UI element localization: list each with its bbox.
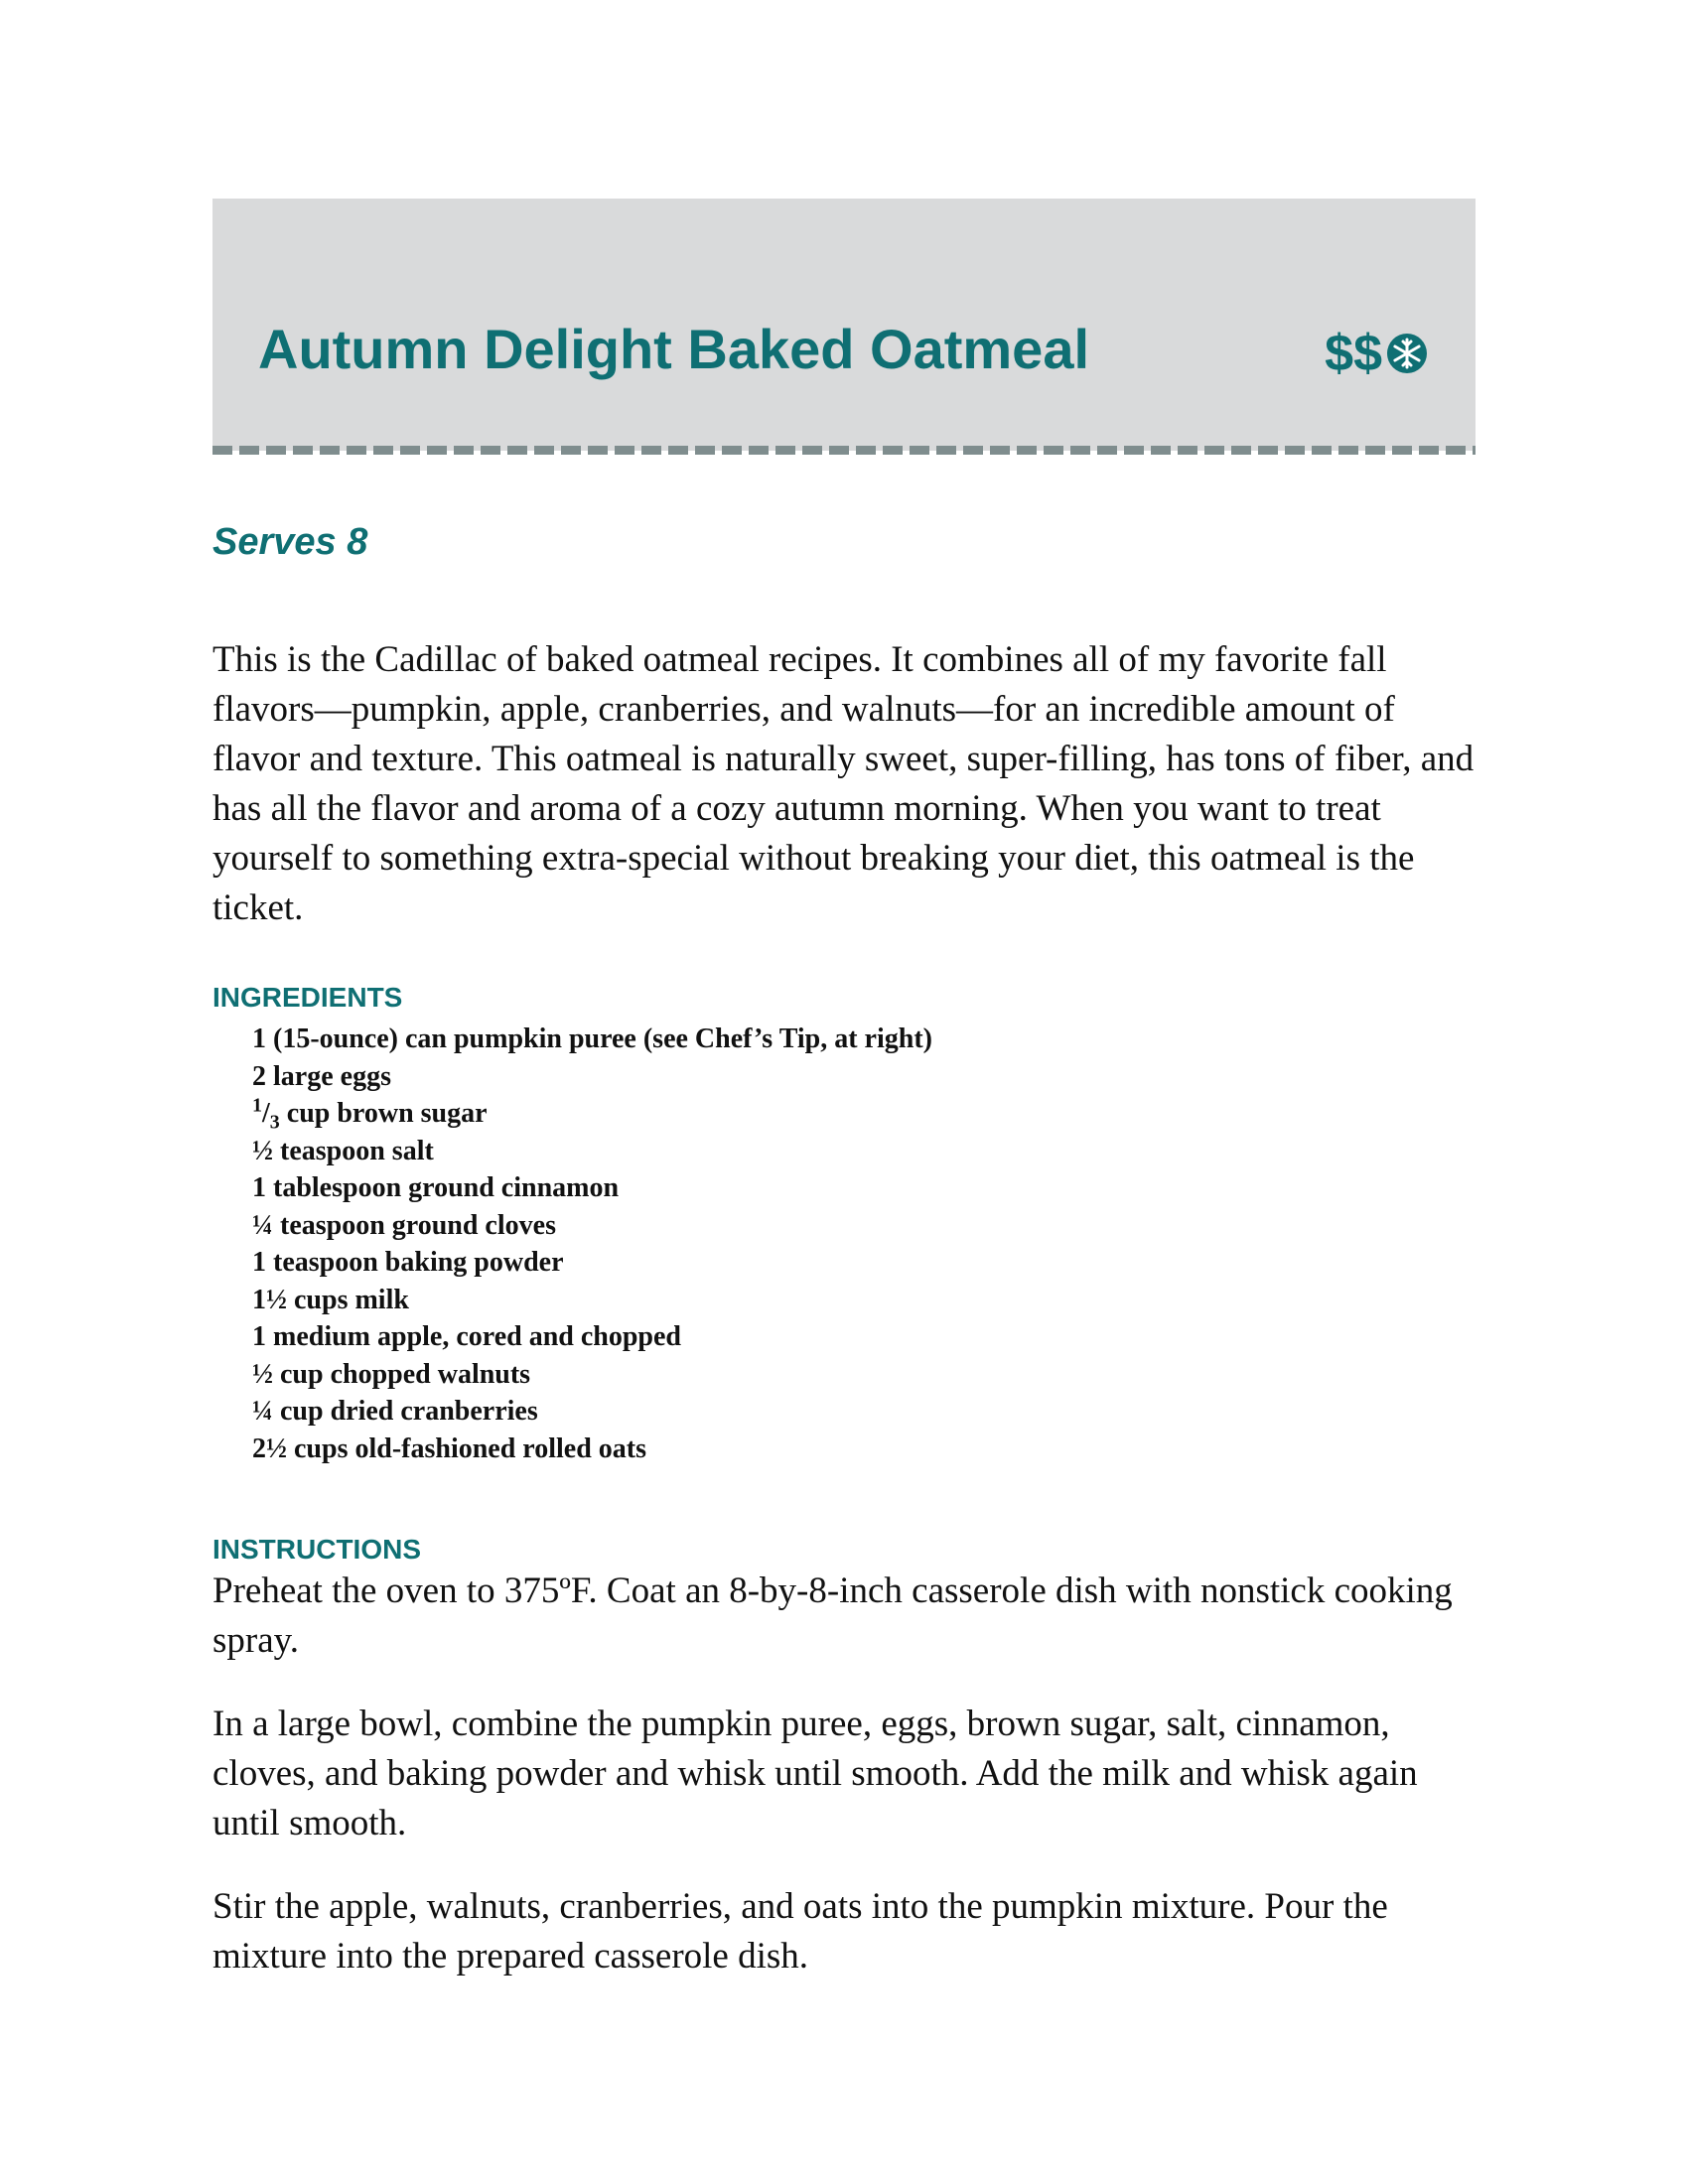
ingredient-item	[252, 1095, 1476, 1133]
instruction-step: In a large bowl, combine the pumpkin puree, eggs, brown sugar, salt, cinnamon, cloves, and baking powder and whisk until smooth. Add the milk and whisk again until smooth.	[212, 1704, 1418, 1843]
ingredient-item: ½ teaspoon salt	[252, 1135, 434, 1166]
fraction: $^1/_3$	[252, 1094, 280, 1134]
fraction-denominator: 3	[269, 1111, 280, 1134]
recipe-title: Autumn Delight Baked Oatmeal	[258, 318, 1090, 380]
ingredient-list	[212, 1021, 1476, 1467]
serves-label: Serves 8	[212, 521, 368, 563]
cost-rating	[1325, 325, 1430, 382]
ingredients-heading: INGREDIENTS	[212, 982, 403, 1013]
ingredient-item: 1 tablespoon ground cinnamon	[252, 1172, 620, 1203]
ingredient-item: ½ cup chopped walnuts	[252, 1358, 531, 1390]
ingredient-item: 1 (15-ounce) can pumpkin puree (see Chef’s Tip, at right)	[252, 1024, 932, 1054]
instruction-step: Stir the apple, walnuts, cranberries, and oats into the pumpkin mixture. Pour the mixture into the prepared casserole dish.	[212, 1886, 1388, 1977]
title-banner	[212, 199, 1476, 451]
cost-label: $$	[1325, 325, 1382, 382]
dashed-divider	[212, 446, 1476, 455]
fraction-numerator: 1	[252, 1094, 262, 1117]
instruction-steps	[212, 1567, 1476, 1981]
intro-paragraph: This is the Cadillac of baked oatmeal recipes. It combines all of my favorite fall flavors—pumpkin, apple, cranberries, and walnuts—for an incredible amount of flavor and texture. This oatmeal is naturally sweet, super-filling, has tons of fiber, and has all the flavor and aroma of a cozy autumn morning. When you want to treat yourself to something extra-special without breaking your diet, this oatmeal is the ticket.	[212, 639, 1475, 928]
ingredient-item: ¼ teaspoon ground cloves	[252, 1209, 556, 1241]
ingredient-item: 1½ cups milk	[252, 1284, 409, 1315]
recipe-page	[212, 199, 1476, 1981]
ingredient-item: 2½ cups old-fashioned rolled oats	[252, 1433, 646, 1464]
instructions-heading: INSTRUCTIONS	[212, 1534, 421, 1565]
ingredient-text: cup brown sugar	[279, 1098, 488, 1129]
snowflake-icon	[1384, 331, 1430, 376]
ingredient-item: 1 medium apple, cored and chopped	[252, 1321, 681, 1352]
ingredient-item: ¼ cup dried cranberries	[252, 1396, 538, 1427]
instruction-step: Preheat the oven to 375ºF. Coat an 8-by-8-inch casserole dish with nonstick cooking spray.	[212, 1570, 1453, 1661]
ingredient-item: 1 teaspoon baking powder	[252, 1247, 564, 1278]
ingredient-item: 2 large eggs	[252, 1060, 391, 1092]
